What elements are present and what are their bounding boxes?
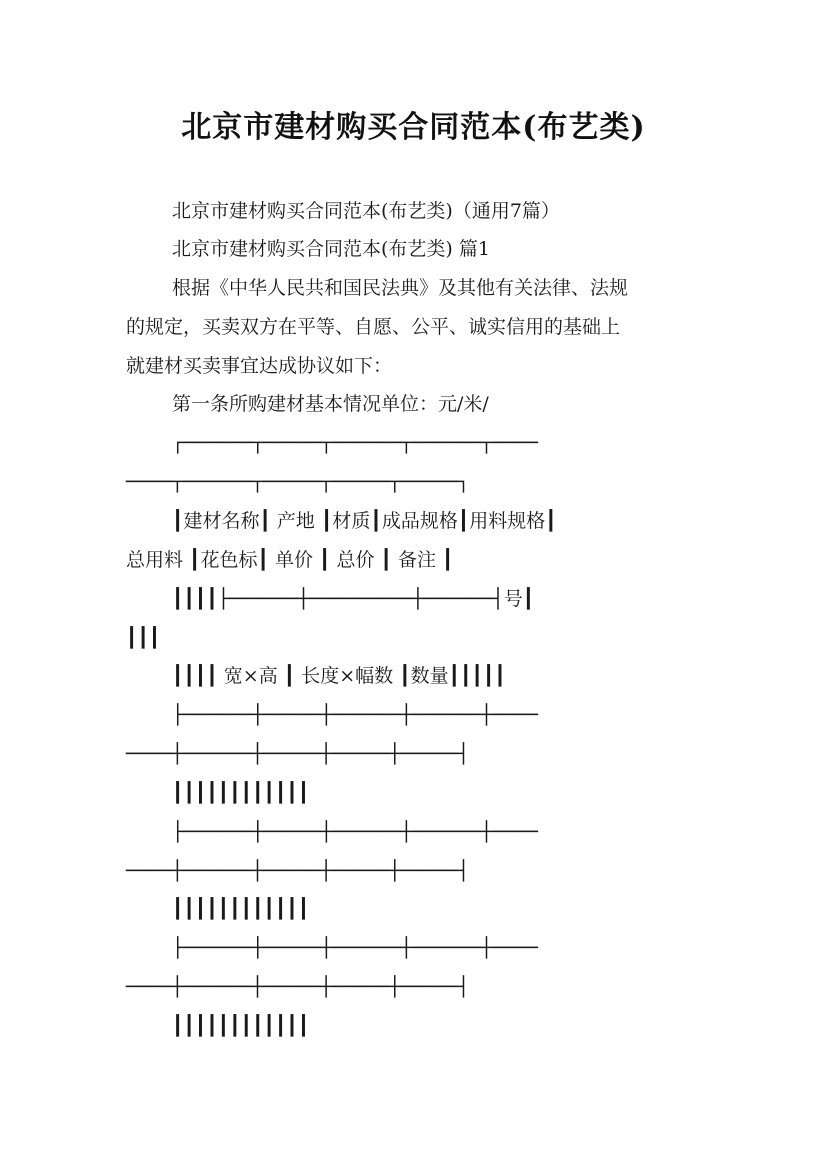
article-heading: 第一条所购建材基本情况单位：元/米/ <box>172 393 489 415</box>
paragraph-line: 就建材买卖事宜达成协议如下： <box>126 355 393 377</box>
table-header-line: ┃┃┃ <box>126 627 161 649</box>
table-header-line: ┃┃┃┃ 宽×高 ┃ 长度×幅数 ┃数量┃┃┃┃┃ <box>172 665 506 687</box>
table-header-line: 总用料 ┃花色标┃ 单价 ┃ 总价 ┃ 备注 ┃ <box>126 549 454 571</box>
document-title: 北京市建材购买合同范本(布艺类) <box>181 110 646 145</box>
table-header-line: ┃建材名称┃ 产地 ┃材质┃成品规格┃用料规格┃ <box>172 510 557 532</box>
table-row: ┃┃┃┃┃┃┃┃┃┃┃┃ <box>172 898 310 920</box>
table-row: ┃┃┃┃┃┃┃┃┃┃┃┃ <box>172 1015 310 1037</box>
paragraph-line: 的规定，买卖双方在平等、自愿、公平、诚实信用的基础上 <box>126 316 621 338</box>
table-separator-line: ────┼──────┼─────┼─────┼─────┤ <box>126 860 470 882</box>
table-separator-line: ├──────┼─────┼──────┼──────┼──── <box>172 937 539 959</box>
table-separator-line: ────┼──────┼─────┼─────┼─────┤ <box>126 976 470 998</box>
document-subtitle: 北京市建材购买合同范本(布艺类)（通用7篇） <box>172 200 560 222</box>
table-header-line: ┃┃┃┃├──────┼─────────┼──────┤号┃ <box>172 588 535 610</box>
section-heading: 北京市建材购买合同范本(布艺类) 篇1 <box>172 238 490 260</box>
paragraph-line: 根据《中华人民共和国民法典》及其他有关法律、法规 <box>172 277 629 299</box>
table-border-line: ┌──────┬─────┬──────┬──────┬──── <box>172 432 539 454</box>
table-separator-line: ├──────┼─────┼──────┼──────┼──── <box>172 704 539 726</box>
table-separator-line: ────┼──────┼─────┼─────┼─────┤ <box>126 743 470 765</box>
table-row: ┃┃┃┃┃┃┃┃┃┃┃┃ <box>172 782 310 804</box>
table-separator-line: ├──────┼─────┼──────┼──────┼──── <box>172 821 539 843</box>
table-border-line: ────┬──────┬─────┬─────┬─────┐ <box>126 471 470 493</box>
